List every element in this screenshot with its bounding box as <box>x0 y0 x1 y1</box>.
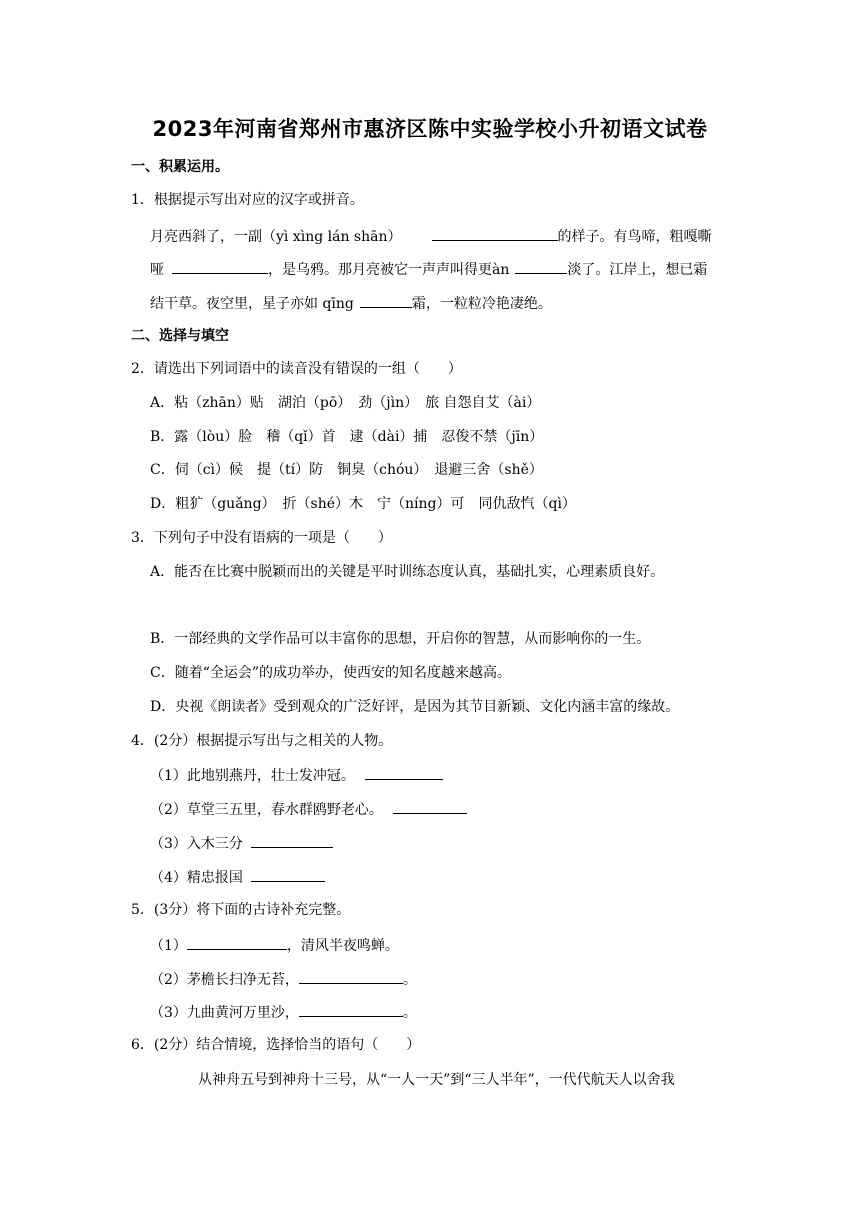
q1-text-2b: ，是乌鸦。那月亮被它一声声叫得更àn <box>268 262 510 278</box>
question-6-passage: 从神舟五号到神舟十三号，从“一人一天”到“三人半年”，一代代航天人以舍我 <box>198 1072 675 1088</box>
question-4-item-4 <box>150 866 325 888</box>
answer-blank[interactable] <box>251 832 333 848</box>
question-2-option-b[interactable]: B．露（lòu）脸 稽（qǐ）首 逮（dài）捕 忍俊不禁（jīn） <box>150 429 544 445</box>
question-5-item-1 <box>150 934 399 956</box>
page-title: 2023年河南省郑州市惠济区陈中实验学校小升初语文试卷 <box>152 117 708 141</box>
question-3-stem: 3．下列句子中没有语病的一项是（ ） <box>131 530 392 546</box>
question-5-stem: 5．(3分）将下面的古诗补充完整。 <box>131 902 351 918</box>
section-heading-2: 二、选择与填空 <box>131 328 229 344</box>
section-heading-1: 一、积累运用。 <box>131 159 229 175</box>
question-4-item-1 <box>150 764 443 786</box>
answer-blank[interactable] <box>299 968 403 984</box>
q1-text-3a: 结干草。夜空里，星子亦如 qīng <box>150 296 354 312</box>
q4-item-1-text: （1）此地别燕丹，壮士发冲冠。 <box>150 768 355 784</box>
answer-blank[interactable] <box>432 225 558 241</box>
q5-item-1-prefix: （1） <box>150 938 187 954</box>
q1-text-1b: 的样子。有鸟啼，粗嘎嘶 <box>557 229 712 245</box>
question-2-stem: 2．请选出下列词语中的读音没有错误的一组（ ） <box>131 361 462 377</box>
question-5-item-3 <box>150 1001 417 1023</box>
q5-item-2-text: （2）茅檐长扫净无苔， <box>150 972 299 988</box>
answer-blank[interactable] <box>393 798 467 814</box>
question-1-line-2 <box>150 258 707 280</box>
q4-item-4-text: （4）精忠报国 <box>150 870 243 886</box>
question-2-option-a[interactable]: A．粘（zhān）贴 湖泊（pō） 劲（jìn） 旅 自怨自艾（ài） <box>150 395 541 411</box>
q1-text-2a: 哑 <box>150 262 164 278</box>
question-4-stem: 4．(2分）根据提示写出与之相关的人物。 <box>131 733 393 749</box>
answer-blank[interactable] <box>172 258 268 274</box>
q1-text-3b: 霜，一粒粒冷艳凄绝。 <box>411 296 552 312</box>
question-2-option-c[interactable]: C．伺（cì）候 提（tí）防 铜臭（chóu） 退避三舍（shě） <box>150 462 543 478</box>
q5-item-3-text: （3）九曲黄河万里沙， <box>150 1005 299 1021</box>
answer-blank[interactable] <box>251 866 325 882</box>
answer-blank[interactable] <box>299 1001 403 1017</box>
question-3-option-a[interactable]: A．能否在比赛中脱颖而出的关键是平时训练态度认真，基础扎实，心理素质良好。 <box>150 564 665 580</box>
q1-text-2c: 淡了。江岸上，想已霜 <box>567 262 708 278</box>
answer-blank[interactable] <box>515 258 567 274</box>
q4-item-2-text: （2）草堂三五里，春水群鸥野老心。 <box>150 802 383 818</box>
question-1-line-1 <box>150 225 712 247</box>
question-5-item-2 <box>150 968 417 990</box>
question-4-item-3 <box>150 832 333 854</box>
question-1-stem: 1．根据提示写出对应的汉字或拼音。 <box>131 192 364 208</box>
q5-item-3-suffix: 。 <box>402 1005 417 1021</box>
answer-blank[interactable] <box>365 764 443 780</box>
q5-item-2-suffix: 。 <box>402 972 417 988</box>
answer-blank[interactable] <box>360 292 412 308</box>
question-4-item-2 <box>150 798 467 820</box>
q1-text-1a: 月亮西斜了，一副（yì xìng lán shān） <box>150 229 402 245</box>
question-3-option-b[interactable]: B．一部经典的文学作品可以丰富你的思想，开启你的智慧，从而影响你的一生。 <box>150 631 651 647</box>
question-2-option-d[interactable]: D．粗犷（guǎng） 折（shé）木 宁（níng）可 同仇敌忾（qì） <box>150 496 576 512</box>
q4-item-3-text: （3）入木三分 <box>150 836 243 852</box>
answer-blank[interactable] <box>187 934 287 950</box>
question-3-option-d[interactable]: D．央视《朗读者》受到观众的广泛好评，是因为其节目新颖、文化内涵丰富的缘故。 <box>150 699 680 715</box>
q5-item-1-text: ，清风半夜鸣蝉。 <box>286 938 399 954</box>
question-3-option-c[interactable]: C．随着“全运会”的成功举办，使西安的知名度越来越高。 <box>150 665 512 681</box>
question-1-line-3 <box>150 292 552 314</box>
question-6-stem: 6．(2分）结合情境，选择恰当的语句（ ） <box>131 1037 421 1053</box>
